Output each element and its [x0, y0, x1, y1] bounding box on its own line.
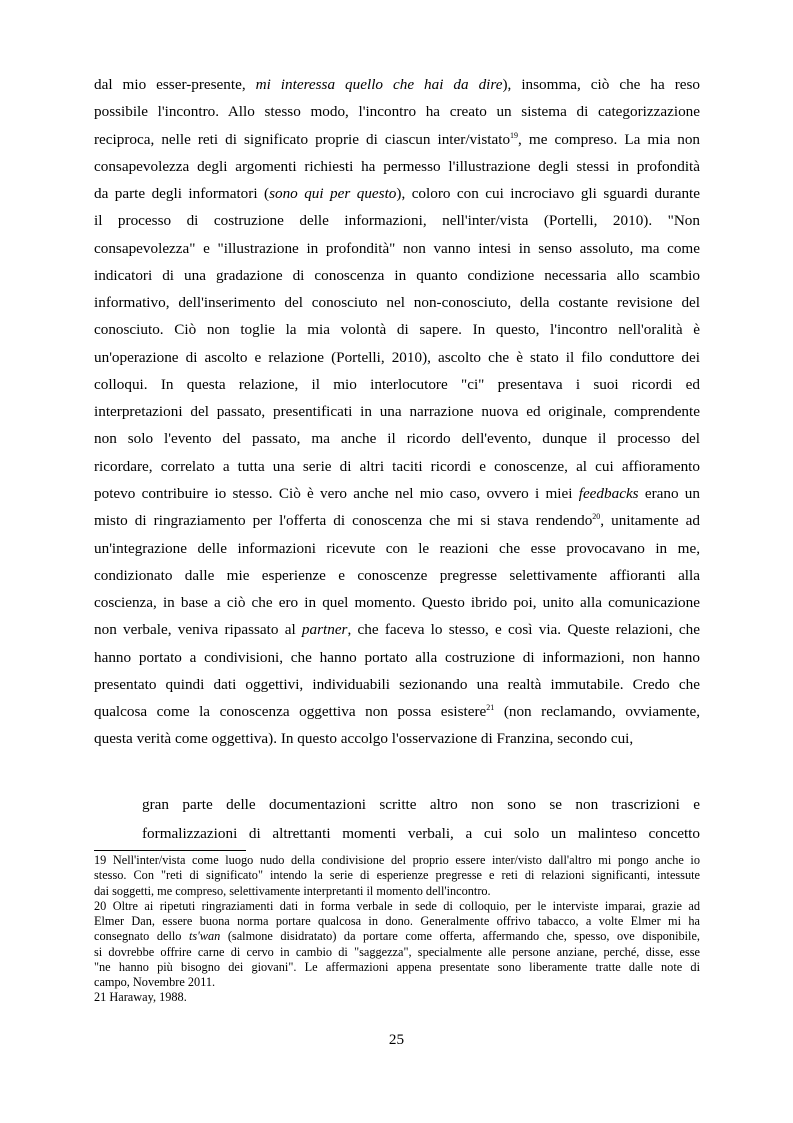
text-run: conosciuto. Ciò non toglie la mia volontà di sapere. In questo, l'incontro nell'oralità è [94, 321, 700, 339]
body-line [94, 562, 700, 589]
text-run: Elmer Dan, essere buona norma portare qualcosa in dono. Generalmente offrivo tabacco, a volte Elmer mi ha [94, 914, 700, 928]
body-line [94, 398, 700, 425]
text-run: potevo contribuire io stesso. Ciò è vero anche nel mio caso, ovvero i miei [94, 484, 579, 502]
text-run: questa verità come oggettiva). In questo accolgo l'osservazione di Franzina, secondo cui, [94, 730, 634, 748]
body-line [94, 262, 700, 289]
text-run: condizionato dalle mie esperienze e conoscenze pregresse selettivamente affioranti alla [94, 566, 700, 584]
body-line [94, 153, 700, 180]
text-run: gran parte delle documentazioni scritte altro non sono se non trascrizioni e [142, 796, 700, 813]
body-line [94, 289, 700, 316]
quote-line [142, 790, 700, 819]
text-run: formalizzazioni di altrettanti momenti verbali, a cui solo un malinteso concetto [142, 825, 700, 842]
text-run: interpretazioni del passato, presentificati in una narrazione nuova ed originale, comprendente [94, 403, 700, 421]
footnote-line [94, 899, 700, 914]
footnote-line [94, 945, 700, 960]
body-line [94, 725, 700, 752]
italic-term: ts'wan [188, 929, 221, 944]
text-run: non solo l'evento del passato, ma anche il ricordo dell'evento, dunque il processo del [94, 430, 700, 448]
text-run: 21 Haraway, 1988. [94, 990, 187, 1005]
body-line [94, 425, 700, 452]
text-run: possibile l'incontro. Allo stesso modo, l'incontro ha creato un sistema di categorizzazione [94, 103, 700, 121]
footnote-line [94, 990, 700, 1005]
text-run: indicatori di una gradazione di conoscenza in quanto condizione necessaria allo scambio [94, 266, 700, 284]
body-line [94, 180, 700, 207]
text-run: ), insomma, ciò che ha reso [502, 76, 700, 93]
text-run: il processo di costruzione delle informazioni, nell'inter/vista (Portelli, 2010). "Non [94, 212, 700, 230]
text-run: , me compreso. La mia non [518, 130, 701, 148]
body-line [94, 480, 700, 507]
page-number: 25 [388, 1031, 405, 1048]
body-line [94, 71, 700, 98]
text-run: 19 Nell'inter/vista come luogo nudo della condivisione del proprio essere inter/visto dall'altro mi pongo anche io [94, 853, 700, 867]
italic-term: sono qui per questo [269, 185, 397, 203]
footnote-line [94, 853, 700, 868]
body-line [94, 698, 700, 725]
text-run: campo, Novembre 2011. [94, 975, 216, 989]
quote-line [142, 819, 700, 848]
text-run: da parte degli informatori ( [94, 185, 270, 203]
footnote-marker: 19 [510, 130, 519, 140]
text-run: consegnato dello [94, 929, 189, 944]
text-run: , che faceva lo stesso, e così via. Queste relazioni, che [347, 621, 700, 639]
body-line [94, 344, 700, 371]
text-run: qualcosa come la conoscenza oggettiva non possa esistere [94, 703, 487, 721]
body-line [94, 616, 700, 643]
text-run: dai soggetti, me compreso, selettivamente interpretanti il momento dell'incontro. [94, 883, 491, 898]
body-line [94, 207, 700, 234]
footnote-line [94, 884, 700, 899]
text-run: stesso. Con "reti di significato" intendo la serie di esperienze pregresse e reti di relazioni significanti, intessute [94, 868, 700, 883]
text-run: un'operazione di ascolto e relazione (Portelli, 2010), ascolto che è stato il filo conduttore dei [94, 348, 700, 366]
text-run: misto di ringraziamento per l'offerta di conoscenza che mi si stava rendendo [94, 512, 593, 530]
text-run: coscienza, in base a ciò che ero in quel momento. Questo ibrido poi, unito alla comunicazione [94, 594, 700, 612]
footnote-marker: 21 [486, 703, 495, 713]
body-line [94, 453, 700, 480]
text-run: 20 Oltre ai ripetuti ringraziamenti dati in forma verbale in sede di colloquio, per le interviste imparai, grazie ad [94, 898, 700, 913]
text-run: colloqui. In questa relazione, il mio interlocutore "ci" presentava i suoi ricordi ed [94, 375, 700, 393]
footnote-line [94, 929, 700, 944]
text-run: , unitamente ad [600, 512, 700, 530]
footnote-line [94, 960, 700, 975]
footnote-separator [94, 850, 246, 851]
text-run: non verbale, veniva ripassato al [94, 621, 302, 639]
text-run: "ne hanno più bisogno dei giovani". Le affermazioni appena presentate sono liberamente tratte dalle note di [94, 959, 700, 974]
text-run: ), coloro con cui incrociavo gli sguardi durante [396, 185, 701, 203]
text-run: presentato quindi dati oggettivi, individuabili sezionando una realtà immutabile. Credo che [94, 675, 700, 693]
text-run: informativo, dell'inserimento del conosciuto nel non-conosciuto, della costante revisione del [94, 294, 700, 312]
footnote-marker: 20 [592, 512, 601, 522]
body-line [94, 316, 700, 343]
italic-term: feedbacks [578, 484, 639, 502]
text-run: ricordare, correlato a tutta una serie di altri taciti ricordi e conoscenze, al cui affioramento [94, 457, 700, 475]
text-run: hanno portato a condivisioni, che hanno portato alla costruzione di informazioni, non hanno [94, 648, 700, 666]
body-line [94, 98, 700, 125]
body-line [94, 535, 700, 562]
footnote-line [94, 914, 700, 929]
text-run: (non reclamando, ovviamente, [494, 703, 700, 721]
text-run: consapevolezza" e "illustrazione in profondità" non vanno intesi in senso assoluto, ma come [94, 239, 700, 257]
body-line [94, 126, 700, 153]
body-line [94, 371, 700, 398]
block-quote [142, 790, 700, 848]
footnotes [94, 853, 700, 1006]
text-run: un'integrazione delle informazioni ricevute con le reazioni che esse provocavano in me, [94, 539, 700, 557]
italic-term: mi interessa quello che hai da dire [255, 76, 503, 93]
text-run: consapevolezza degli argomenti richiesti ha permesso l'illustrazione degli stessi in profondità [94, 157, 700, 175]
body-line [94, 671, 700, 698]
body-line [94, 507, 700, 534]
text-run: (salmone disidratato) da portare come offerta, affermando che, spesso, ove disponibile, [220, 929, 700, 944]
body-line [94, 235, 700, 262]
body-line [94, 644, 700, 671]
italic-term: partner [301, 621, 348, 639]
text-run: si dovrebbe offrire carne di cervo in cambio di "saggezza", specialmente alle persone anziane, perché, disse, esse [94, 944, 700, 959]
text-run: dal mio esser-presente, [94, 76, 256, 93]
body-line [94, 589, 700, 616]
text-run: reciproca, nelle reti di significato proprie di ciascun inter/vistato [94, 130, 511, 148]
text-run: erano un [638, 484, 700, 502]
body-paragraph [94, 71, 700, 753]
footnote-line [94, 868, 700, 883]
footnote-line [94, 975, 700, 990]
